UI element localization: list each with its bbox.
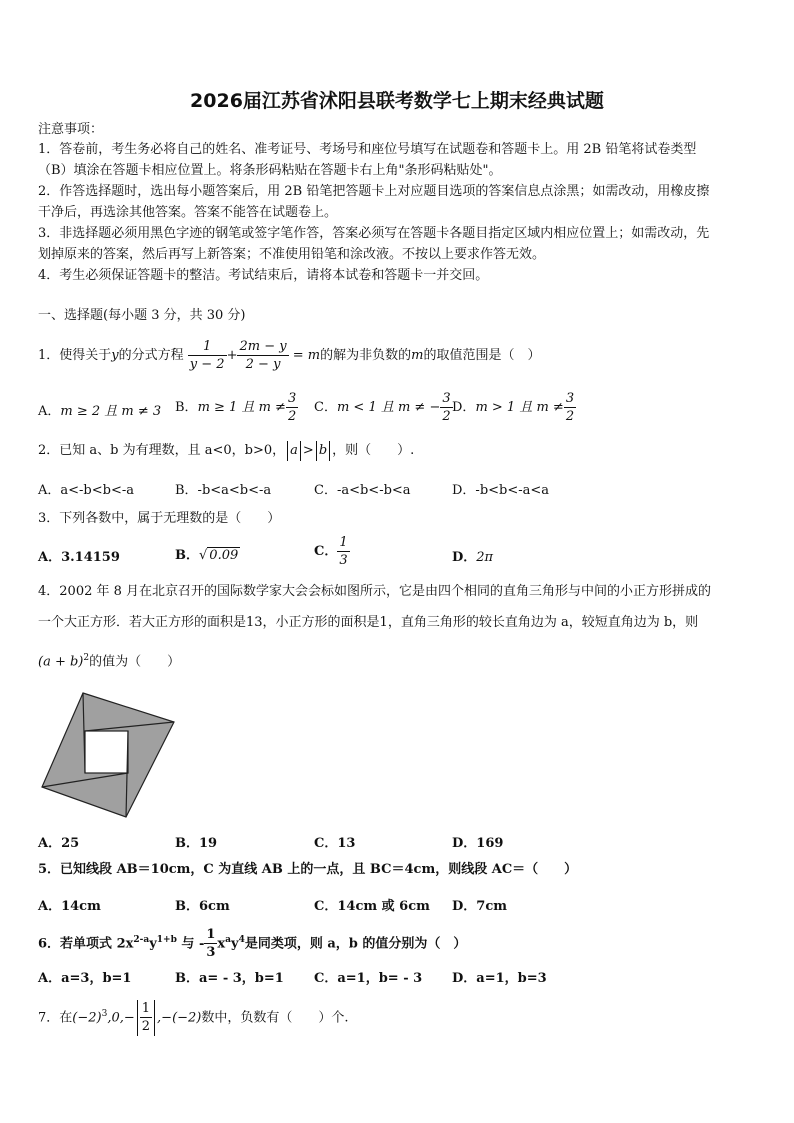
q1-option-a[interactable]: A．m ≥ 2 且 m ≠ 3 [38,404,162,419]
q2-option-b[interactable]: B．-b<a<b<-a [175,483,272,498]
q5-option-b[interactable]: B．6cm [175,899,230,914]
notice-heading: 注意事项： [38,122,104,137]
question-1: 1．使得关于y的分式方程 $\frac{1}{y - 2}$ + $\frac{2m - y}{2 - y}$ = m的解为非负数的m的取值范围是（ ） [38,339,541,372]
question-2: 2．已知 a、b 为有理数，且 a<0，b>0， a > b ，则（ ）. [38,441,414,461]
question-4-line-3: $(a + b)^2$的值为（ ） [38,653,181,670]
q1-option-d[interactable]: D．m > 1 且 m ≠ $\frac{3}{2}$ [452,391,575,424]
q3-option-d[interactable]: D．2π [452,550,494,565]
notice-line: 4．考生必须保证答题卡的整洁。考试结束后，请将本试卷和答题卡一并交回。 [38,268,489,283]
notice-line: 3．非选择题必须用黑色字迹的钢笔或签字笔作答，答案必须写在答题卡各题目指定区域内相应位置上；如需改动，先 [38,226,710,241]
question-4-line-1: 4．2002 年 8 月在北京召开的国际数学家大会会标如图所示，它是由四个相同的直角三角形与中间的小正方形拼成的 [38,584,712,599]
pinwheel-square-figure [38,690,178,820]
q4-option-d[interactable]: D．169 [452,836,504,851]
q2-option-d[interactable]: D．-b<b<-a<a [452,483,550,498]
question-4-line-2: 一个大正方形．若大正方形的面积是13，小正方形的面积是1，直角三角形的较长直角边为 a，较短直角边为 b，则 [38,615,699,630]
notice-line: 干净后，再选涂其他答案。答案不能答在试题卷上。 [38,205,338,220]
question-5: 5．已知线段 AB＝10cm，C 为直线 AB 上的一点，且 BC＝4cm，则线段 AC＝（ ） [38,862,578,877]
page-title: 2026届江苏省沭阳县联考数学七上期末经典试题 [190,90,604,112]
question-6: 6．若单项式 $2x^{2-a}y^{1+b}$ 与 - $\frac{1}{3}$ $x^ay^4$是同类项，则 a，b 的值分别为（ ） [38,927,467,961]
notice-line: 划掉原来的答案，然后再写上新答案；不准使用铅笔和涂改液。不按以上要求作答无效。 [38,247,546,262]
q6-option-d[interactable]: D．a=1，b=3 [452,971,547,986]
q2-option-a[interactable]: A．a<-b<b<-a [38,483,134,498]
question-7: 7．在$(-2)^3,0,-$ $\frac{1}{2}$ ,−(−2)数中，负数有（ ）个. [38,1001,349,1035]
q5-option-c[interactable]: C．14cm 或 6cm [314,899,430,914]
q5-option-d[interactable]: D．7cm [452,899,507,914]
q3-option-c[interactable]: C． $\frac{1}{3}$ [314,535,348,568]
q4-option-b[interactable]: B．19 [175,836,218,851]
q5-option-a[interactable]: A．14cm [38,899,101,914]
q6-option-c[interactable]: C．a=1，b= - 3 [314,971,423,986]
notice-line: （B）填涂在答题卡相应位置上。将条形码粘贴在答题卡右上角"条形码粘贴处"。 [38,163,502,178]
notice-line: 2．作答选择题时，选出每小题答案后，用 2B 铅笔把答题卡上对应题目选项的答案信息点涂黑；如需改动，用橡皮擦 [38,184,710,199]
q6-option-b[interactable]: B．a= - 3，b=1 [175,971,284,986]
q3-option-b[interactable]: B．√ 0.09 [175,548,239,563]
q3-option-a[interactable]: A．3.14159 [38,550,120,565]
section-heading: 一、选择题(每小题 3 分，共 30 分) [38,308,246,323]
inner-square [85,731,128,773]
notice-line: 1．答卷前，考生务必将自己的姓名、准考证号、考场号和座位号填写在试题卷和答题卡上。用 2B 铅笔将试卷类型 [38,142,697,157]
q4-option-a[interactable]: A．25 [38,836,80,851]
q2-option-c[interactable]: C．-a<b<-b<a [314,483,411,498]
q6-option-a[interactable]: A．a=3，b=1 [38,971,132,986]
q1-option-c[interactable]: C．m < 1 且 m ≠ − $\frac{3}{2}$ [314,391,451,424]
q4-option-c[interactable]: C．13 [314,836,356,851]
q1-option-b[interactable]: B．m ≥ 1 且 m ≠ $\frac{3}{2}$ [175,391,297,424]
question-3: 3．下列各数中，属于无理数的是（ ） [38,511,281,526]
